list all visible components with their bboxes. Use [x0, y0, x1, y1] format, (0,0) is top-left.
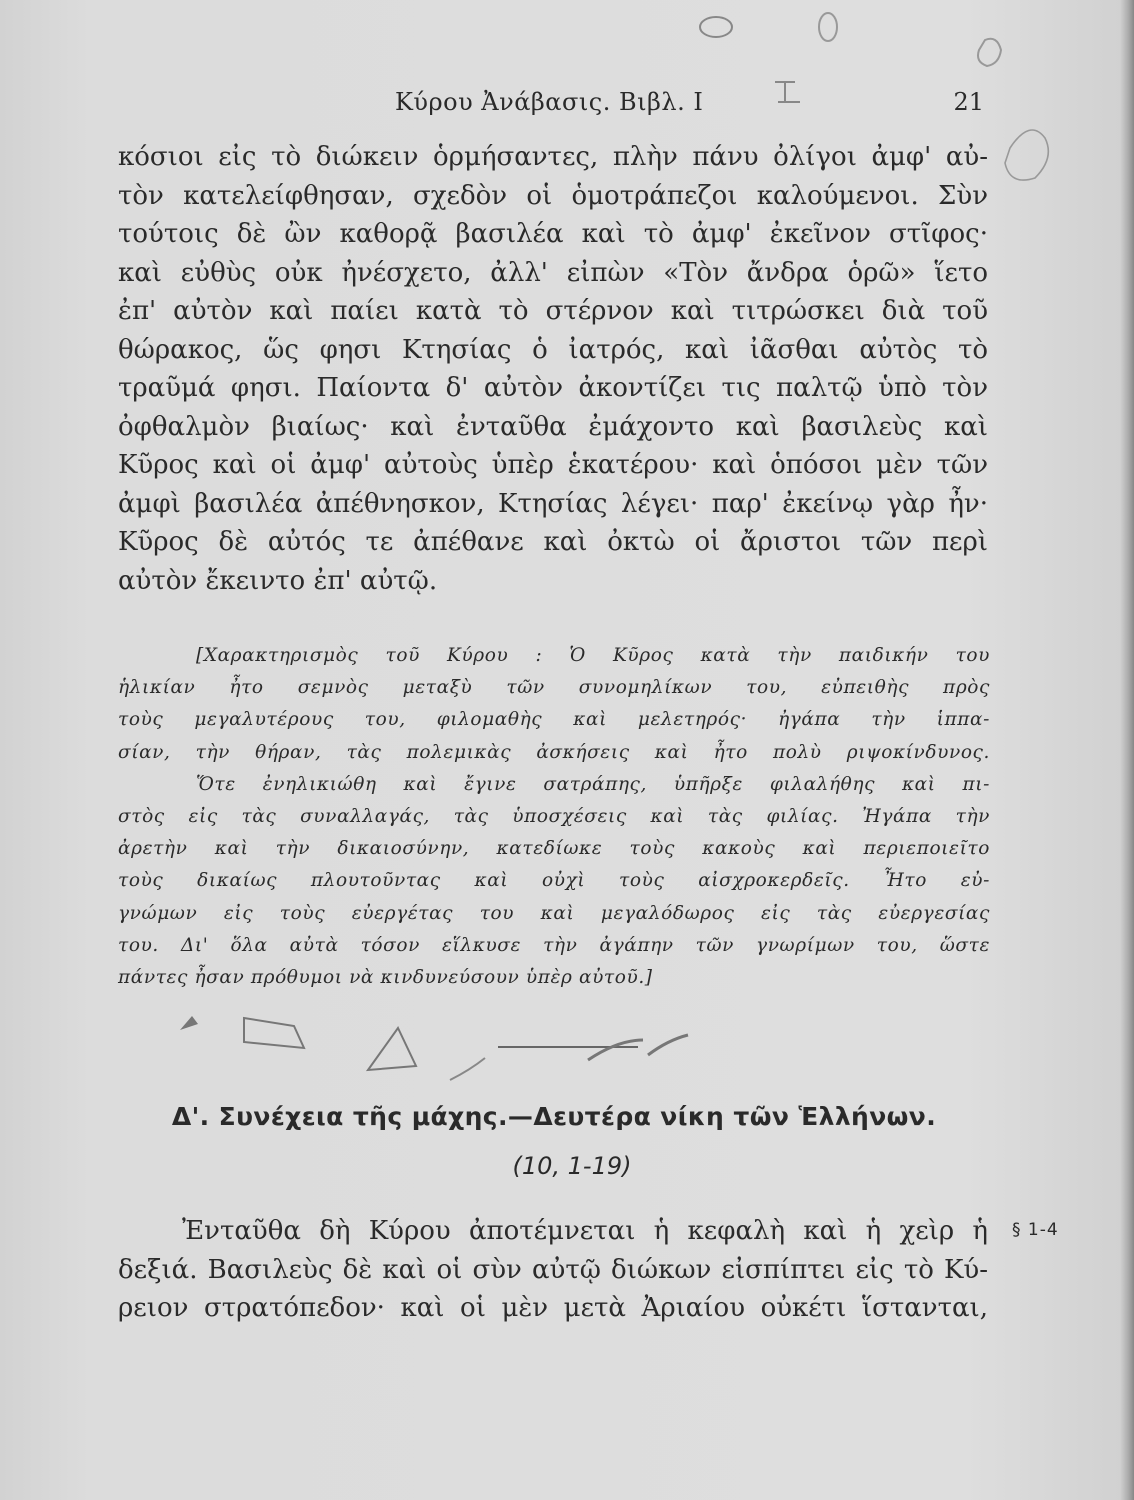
running-head: Κύρου Ἀνάβασις. Βιβλ. Ι: [395, 88, 704, 116]
text-line: ὀφθαλμὸν βιαίως· καὶ ἐνταῦθα ἐμάχοντο καὶ βασιλεὺς καὶ: [118, 411, 988, 442]
scribble-mark: [978, 39, 1001, 66]
commentary-line: του. Δι' ὅλα αὐτὰ τόσον εἵλκυσε τὴν ἀγάπην τῶν γνωρίμων του, ὥστε: [118, 934, 990, 956]
text-line: δεξιά. Βασιλεὺς δὲ καὶ οἱ σὺν αὐτῷ διώκων εἰσπίπτει εἰς τὸ Κύ-: [118, 1254, 988, 1285]
commentary-line: Ὅτε ἐνηλικιώθη καὶ ἔγινε σατράπης, ὑπῆρξε φιλαλήθης καὶ πι-: [196, 773, 990, 795]
text-line: θώρακος, ὥς φησι Κτησίας ὁ ἰατρός, καὶ ἰᾶσθαι αὐτὸς τὸ: [118, 334, 988, 365]
doodle-triangle: [368, 1028, 416, 1070]
text-line: καὶ εὐθὺς οὐκ ἠνέσχετο, ἀλλ' εἰπὼν «Τὸν ἄνδρα ὁρῶ» ἵετο: [118, 257, 988, 288]
scribble-mark: [775, 82, 800, 102]
doodle-shape: [244, 1018, 304, 1048]
text-line: ἀμφὶ βασιλέα ἀπέθνησκον, Κτησίας λέγει· παρ' ἐκείνῳ γὰρ ἦν·: [118, 488, 988, 519]
text-line: Κῦρος καὶ οἱ ἀμφ' αὐτοὺς ὑπὲρ ἑκατέρου· καὶ ὁπόσοι μὲν τῶν: [118, 450, 988, 480]
doodle-stroke: [450, 1058, 485, 1080]
text-line: τὸν κατελείφθησαν, σχεδὸν οἱ ὁμοτράπεζοι καλούμενοι. Σὺν: [118, 180, 988, 211]
doodle-stroke: [588, 1035, 688, 1060]
text-line: Κῦρος δὲ αὐτός τε ἀπέθανε καὶ ὀκτὼ οἱ ἄριστοι τῶν περὶ: [118, 527, 988, 557]
commentary-line: τοὺς δικαίως πλουτοῦντας καὶ οὐχὶ τοὺς αἰσχροκερδεῖς. Ἦτο εὐ-: [118, 870, 990, 892]
text-line: Ἐνταῦθα δὴ Κύρου ἀποτέμνεται ἡ κεφαλὴ καὶ ἡ χεὶρ ἡ: [182, 1216, 988, 1246]
section-heading: Δ'. Συνέχεια τῆς μάχης.—Δευτέρα νίκη τῶν Ἑλλήνων.: [171, 1102, 937, 1131]
text-line: τούτοις δὲ ὢν καθορᾷ βασιλέα καὶ τὸ ἀμφ' ἐκεῖνον στῖφος·: [118, 219, 988, 249]
character-commentary: [118, 640, 990, 994]
page-number: 21: [953, 88, 984, 116]
commentary-line: σίαν, τὴν θήραν, τὰς πολεμικὰς ἀσκήσεις καὶ ἦτο πολὺ ριψοκίνδυνος.: [118, 741, 990, 763]
section-reference: (10, 1-19): [512, 1152, 632, 1180]
continuation-text-block: [118, 1212, 988, 1328]
text-line: ρειον στρατόπεδον· καὶ οἱ μὲν μετὰ Ἀριαίου οὐκέτι ἵστανται,: [118, 1293, 988, 1323]
main-text-block: [118, 138, 988, 600]
commentary-line: [Χαρακτηρισμὸς τοῦ Κύρου : Ὁ Κῦρος κατὰ τὴν παιδικήν του: [196, 645, 990, 666]
doodle-mark: [180, 1016, 198, 1030]
scribble-circle: [819, 13, 837, 41]
commentary-line: ἀρετὴν καὶ τὴν δικαιοσύνην, κατεδίωκε τοὺς κακοὺς καὶ περιεποιεῖτο: [118, 838, 990, 860]
text-line: αὐτὸν ἔκειντο ἐπ' αὐτῷ.: [118, 565, 438, 596]
commentary-line: τοὺς μεγαλυτέρους του, φιλομαθὴς καὶ μελετηρός· ἠγάπα τὴν ἱππα-: [118, 709, 990, 731]
commentary-line: στὸς εἰς τὰς συναλλαγάς, τὰς ὑποσχέσεις καὶ τὰς φιλίας. Ἠγάπα τὴν: [118, 806, 990, 828]
text-line: ἐπ' αὐτὸν καὶ παίει κατὰ τὸ στέρνον καὶ τιτρώσκει διὰ τοῦ: [118, 296, 988, 326]
commentary-line: πάντες ἦσαν πρόθυμοι νὰ κινδυνεύσουν ὑπὲρ αὐτοῦ.]: [118, 967, 653, 989]
scribble-circle: [700, 17, 732, 37]
margin-section-note: § 1-4: [1012, 1220, 1059, 1240]
text-line: τραῦμά φησι. Παίοντα δ' αὐτὸν ἀκοντίζει τις παλτῷ ὑπὸ τὸν: [118, 373, 988, 403]
commentary-line: ἡλικίαν ἦτο σεμνὸς μεταξὺ τῶν συνομηλίκων του, εὐπειθὴς πρὸς: [118, 677, 990, 699]
commentary-line: γνώμων εἰς τοὺς εὐεργέτας του καὶ μεγαλόδωρος εἰς τὰς εὐεργεσίας: [118, 902, 990, 924]
scribble-mark: [1005, 130, 1048, 180]
text-line: κόσιοι εἰς τὸ διώκειν ὁρμήσαντες, πλὴν πάνυ ὀλίγοι ἀμφ' αὐ-: [118, 142, 988, 172]
